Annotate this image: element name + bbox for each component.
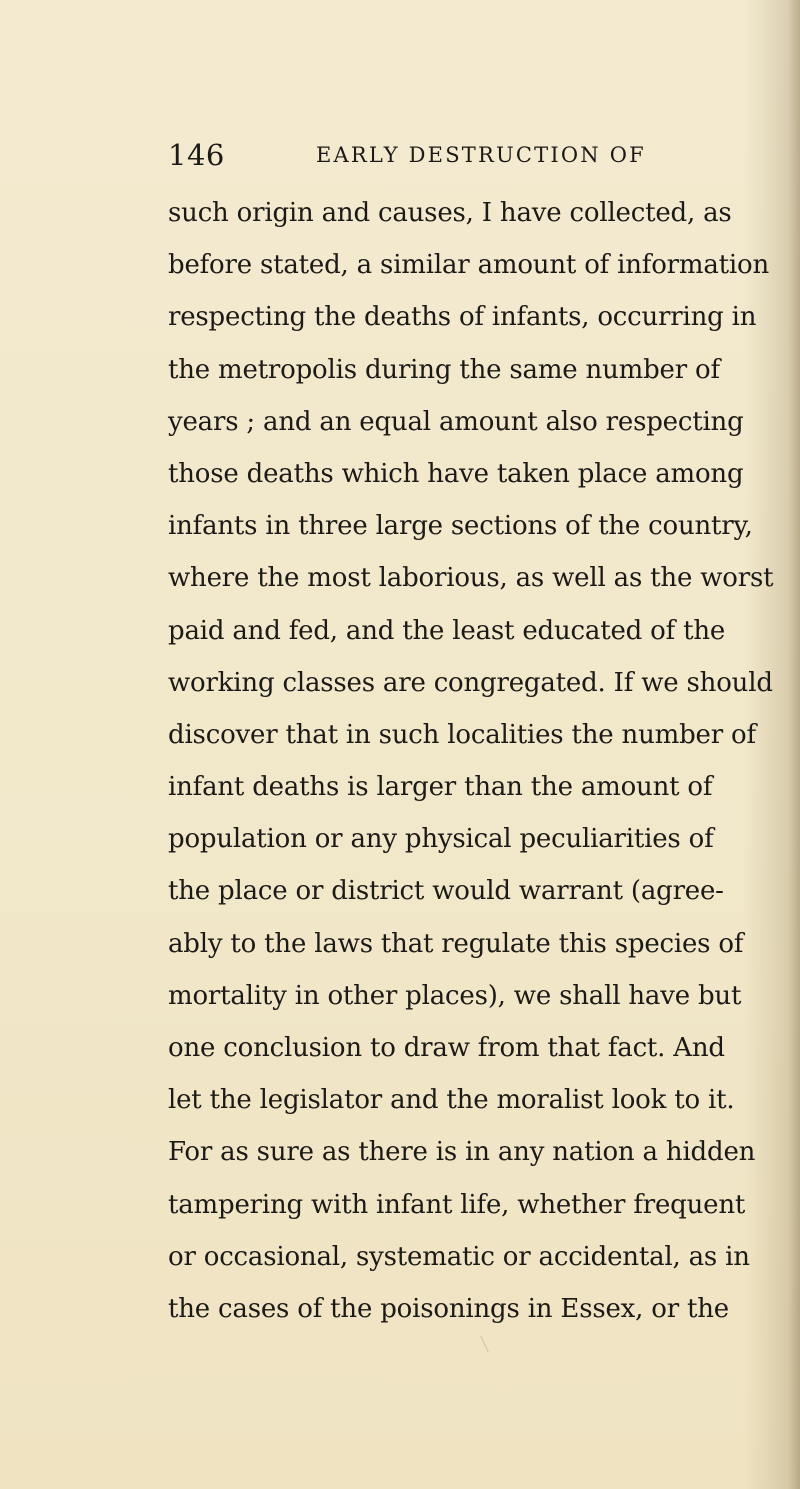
running-head <box>168 138 768 178</box>
page-edge-shadow <box>788 0 800 1489</box>
text-line: tampering with infant life, whether frequent <box>168 1189 746 1220</box>
text-line: one conclusion to draw from that fact. And <box>168 1033 725 1063</box>
text-line: such origin and causes, I have collected, as <box>168 198 732 228</box>
text-line: the place or district would warrant (agree- <box>168 876 724 907</box>
text-line: discover that in such localities the number of <box>168 719 756 750</box>
paper-mark <box>480 1336 489 1353</box>
text-line: the metropolis during the same number of <box>168 354 720 385</box>
text-line: years ; and an equal amount also respecting <box>168 406 744 437</box>
page-number: 146 <box>168 138 225 172</box>
text-line: For as sure as there is in any nation a hidden <box>168 1137 756 1168</box>
running-head-title: EARLY DESTRUCTION OF <box>316 143 646 167</box>
text-line: infant deaths is larger than the amount of <box>168 772 713 803</box>
text-line: those deaths which have taken place among <box>168 458 744 489</box>
text-line: mortality in other places), we shall have but <box>168 980 742 1011</box>
text-line: or occasional, systematic or accidental, as in <box>168 1241 750 1272</box>
text-line: infants in three large sections of the country, <box>168 511 753 542</box>
text-line: working classes are congregated. If we should <box>168 667 773 698</box>
text-line: paid and fed, and the least educated of the <box>168 615 726 646</box>
text-line: ably to the laws that regulate this species of <box>168 928 744 959</box>
text-line: before stated, a similar amount of information <box>168 250 770 281</box>
body-text <box>168 187 788 1335</box>
text-line: where the most laborious, as well as the worst <box>168 563 774 594</box>
text-line: respecting the deaths of infants, occurring in <box>168 302 757 333</box>
text-line: let the legislator and the moralist look to it. <box>168 1085 735 1116</box>
text-line: the cases of the poisonings in Essex, or the <box>168 1293 729 1324</box>
text-line: population or any physical peculiarities of <box>168 824 714 855</box>
